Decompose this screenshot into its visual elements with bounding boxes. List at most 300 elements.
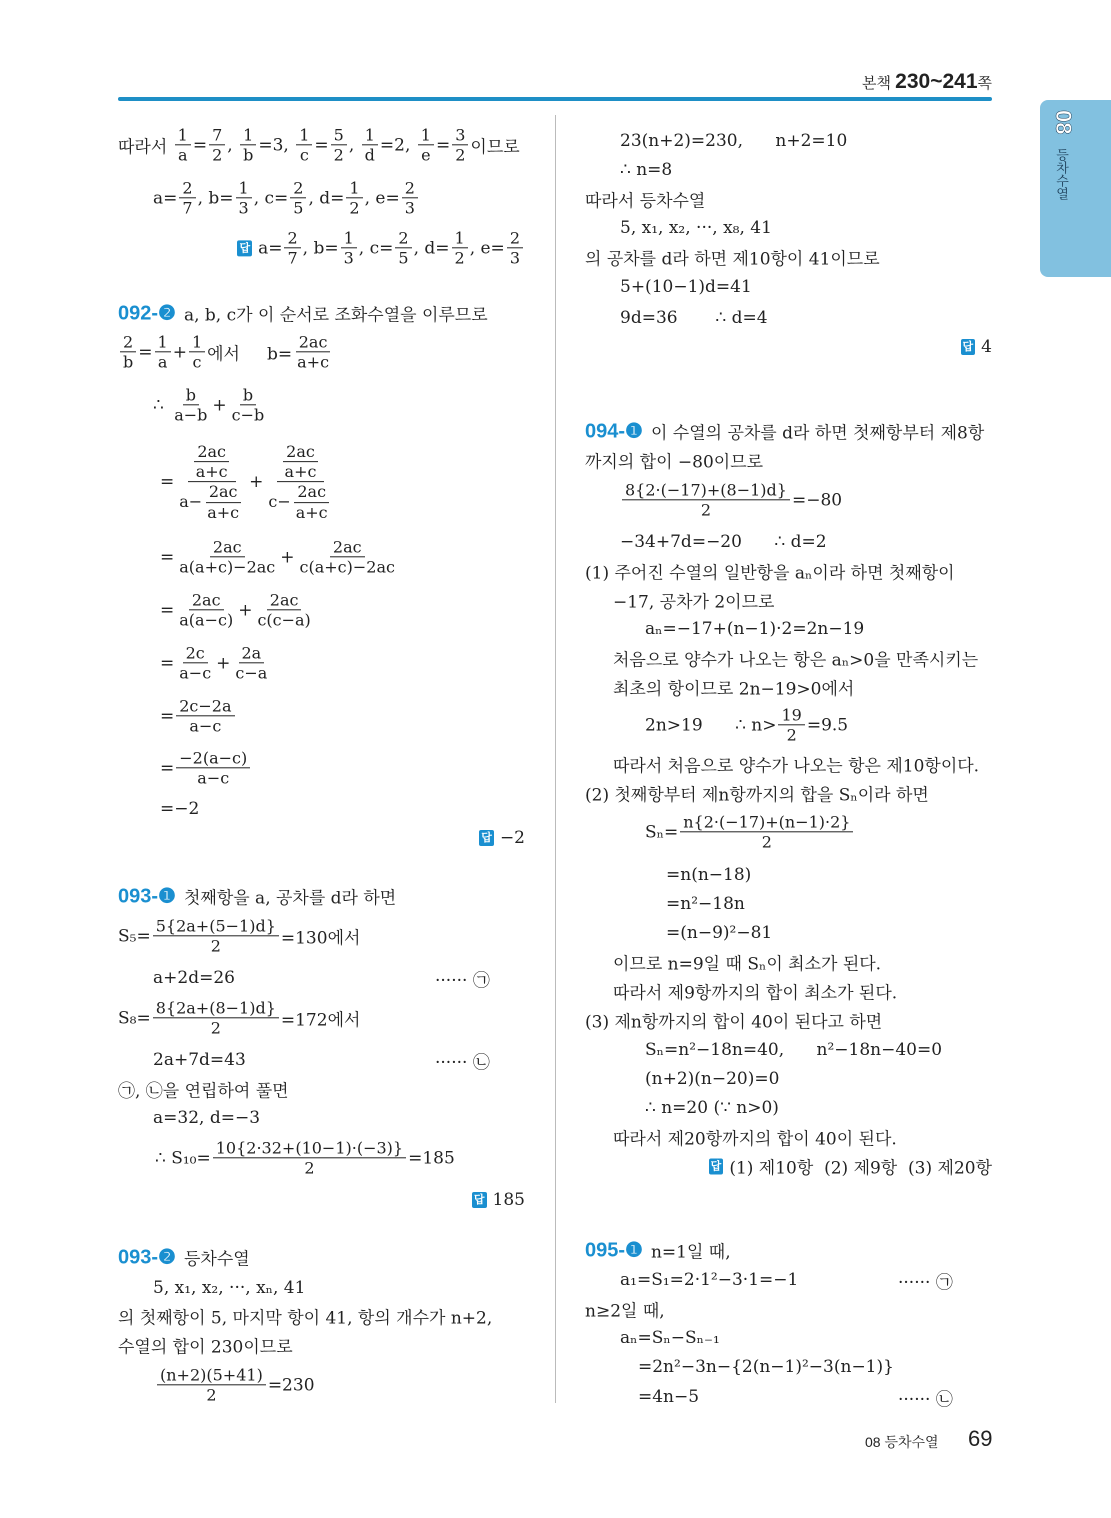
numerator	[179, 178, 195, 198]
math-text: 2	[404, 178, 415, 198]
fraction	[680, 812, 853, 851]
math-text: 7	[212, 125, 223, 145]
math-text: =130에서	[280, 928, 361, 949]
math-text: 2ac	[332, 537, 362, 557]
math-text: −34+7d=−20 ∴ d=2	[620, 532, 827, 552]
text-line	[160, 590, 316, 629]
denominator	[346, 199, 362, 218]
math-text: 3	[343, 248, 354, 268]
text-line	[118, 884, 396, 909]
math-text: 2	[454, 248, 465, 268]
numerator	[341, 228, 357, 248]
denominator	[290, 199, 306, 218]
math-text: a+2d=26	[153, 968, 235, 988]
chapter-title: 등차수열	[1054, 148, 1069, 200]
numerator	[622, 480, 790, 500]
text-line	[666, 865, 751, 885]
math-text: a−c	[189, 716, 222, 736]
math-text: a(a+c)−2ac	[179, 557, 276, 577]
text-line	[645, 619, 864, 639]
text-line	[160, 537, 400, 576]
denominator	[208, 1019, 224, 1038]
denominator	[193, 462, 231, 481]
denominator	[208, 937, 224, 956]
numerator	[418, 125, 434, 145]
text-line	[153, 1050, 490, 1073]
math-text: (n+2)(5+41)	[160, 1365, 263, 1385]
fraction	[362, 125, 378, 164]
math-text: aₙ=−17+(n−1)·2=2n−19	[645, 619, 865, 639]
text-line	[118, 125, 520, 164]
math-text: a−c	[179, 663, 212, 683]
math-text: 1	[349, 178, 360, 198]
math-text: =	[435, 135, 451, 155]
math-text: c−a	[235, 663, 268, 683]
math-text: 5	[333, 125, 344, 145]
math-text: (n+2)(n−20)=0	[645, 1069, 780, 1089]
math-text: 에서 b=	[207, 344, 293, 365]
math-text: 2ac	[286, 442, 315, 462]
math-text: , d=	[308, 188, 345, 208]
numerator	[346, 178, 362, 198]
math-text: n{2·(−17)+(n−1)·2}	[683, 812, 851, 832]
math-text: =−2	[160, 799, 200, 819]
fraction	[153, 916, 279, 955]
math-text: 1	[454, 228, 465, 248]
math-text: a₁=S₁=2·1²−3·1=−1	[620, 1270, 799, 1290]
text-line	[613, 646, 978, 671]
fraction	[507, 228, 523, 267]
fraction	[179, 178, 195, 217]
text-line	[645, 812, 855, 851]
math-text: S₅=	[118, 926, 151, 946]
math-text: a=	[153, 188, 178, 208]
numerator	[296, 332, 331, 352]
math-text: =(n−9)²−81	[666, 923, 773, 943]
math-text: =	[160, 758, 175, 778]
text-line	[153, 178, 420, 217]
denominator	[175, 146, 191, 165]
text-line	[620, 480, 842, 519]
math-text: 19	[781, 705, 802, 725]
text-line	[620, 308, 768, 328]
math-text: =n(n−18)	[666, 865, 752, 885]
math-text: n=1일 때,	[650, 1242, 731, 1263]
math-text: −2	[499, 828, 525, 848]
math-text: 1	[157, 332, 168, 352]
math-text: 2	[333, 145, 344, 165]
math-text: 첫째항을 a, 공차를 d라 하면	[183, 888, 397, 909]
math-text: 2	[349, 198, 360, 218]
math-text: 2	[206, 1385, 217, 1405]
fraction	[293, 483, 331, 522]
text-line	[620, 160, 672, 180]
math-text: a=	[258, 238, 283, 258]
math-text: a	[177, 145, 188, 165]
fraction	[265, 442, 335, 522]
math-text: 2	[455, 145, 466, 165]
fraction	[297, 537, 398, 576]
math-text: =4n−5	[638, 1387, 700, 1407]
math-text: 의 공차를 d라 하면 제10항이 41이므로	[585, 249, 880, 270]
math-text: =185	[408, 1148, 455, 1168]
denominator	[698, 501, 714, 520]
numerator	[239, 643, 265, 663]
numerator	[183, 643, 208, 663]
math-text: , d=	[413, 238, 450, 258]
numerator	[206, 483, 241, 503]
math-text: 2	[398, 228, 409, 248]
math-text: 2ac	[212, 537, 242, 557]
math-text: +	[216, 653, 231, 673]
math-text: 1	[299, 125, 310, 145]
denominator	[176, 611, 236, 630]
math-text: =	[160, 547, 175, 567]
denominator	[331, 146, 347, 165]
math-text: d	[364, 145, 375, 165]
math-text: (3) 제n항까지의 합이 40이 된다고 하면	[585, 1012, 883, 1033]
math-text: 1	[243, 125, 254, 145]
text-line	[153, 385, 269, 424]
math-text: S₈=	[118, 1008, 151, 1028]
math-text: +	[172, 342, 187, 362]
math-text: aₙ=Sₙ−Sₙ₋₁	[620, 1328, 720, 1348]
fraction	[395, 228, 411, 267]
denominator	[265, 483, 335, 522]
text-line	[118, 1333, 293, 1358]
math-text: a(a−c)	[179, 610, 234, 630]
numerator	[183, 385, 199, 405]
math-text: n≥2일 때,	[585, 1301, 665, 1322]
math-text: =	[160, 472, 175, 492]
math-text: 따라서	[118, 137, 173, 158]
math-text: 4	[981, 337, 992, 357]
footer-chapter: 08 등차수열	[865, 1434, 939, 1450]
column-divider	[555, 115, 556, 1403]
math-text: 2	[786, 725, 797, 745]
numerator	[331, 125, 347, 145]
text-line	[645, 705, 848, 744]
denominator	[284, 249, 300, 268]
numerator	[330, 537, 365, 557]
math-text: 10{2·32+(10−1)·(−3)}	[215, 1138, 404, 1158]
text-line	[118, 1077, 289, 1102]
problem-number: 095-❶	[585, 1239, 643, 1262]
denominator	[240, 146, 256, 165]
math-text: 2	[210, 936, 221, 956]
numerator	[452, 125, 468, 145]
text-line	[160, 643, 272, 682]
problem-number: 093-❷	[118, 1246, 176, 1269]
numerator	[176, 696, 234, 716]
text-line	[585, 1297, 665, 1322]
numerator	[395, 228, 411, 248]
math-text: (1) 제10항 (2) 제9항 (3) 제20항	[729, 1158, 992, 1179]
text-line	[153, 968, 490, 991]
denominator	[402, 199, 418, 218]
fraction	[171, 385, 210, 424]
math-text: 3	[238, 198, 249, 218]
text-line	[666, 894, 745, 914]
fraction	[232, 643, 270, 682]
math-text: 2	[182, 178, 193, 198]
fraction	[402, 178, 418, 217]
text-line	[153, 1108, 260, 1128]
equation-tag: ······ ㉡	[435, 1052, 490, 1073]
math-text: 따라서 처음으로 양수가 나오는 항은 제10항이다.	[613, 756, 980, 777]
text-line	[585, 187, 705, 212]
fraction	[296, 125, 312, 164]
text-line	[160, 696, 237, 735]
numerator	[120, 332, 136, 352]
math-text: a=32, d=−3	[153, 1108, 261, 1128]
denominator	[452, 249, 468, 268]
text-line	[160, 748, 252, 787]
math-text: (1) 주어진 수열의 일반항을 aₙ이라 하면 첫째항이	[585, 563, 955, 584]
text-line	[585, 419, 984, 444]
fraction	[418, 125, 434, 164]
math-text: =	[160, 706, 175, 726]
text-line	[118, 332, 334, 371]
math-text: 2ac	[191, 590, 221, 610]
problem-number: 092-❷	[118, 302, 176, 325]
denominator	[297, 146, 312, 165]
math-text: 1	[364, 125, 375, 145]
fraction	[452, 125, 468, 164]
math-text: a−b	[174, 405, 208, 425]
math-text: =	[314, 135, 329, 155]
math-text: 1	[420, 125, 431, 145]
math-text: 185	[492, 1190, 525, 1210]
math-text: ∴ n=8	[620, 160, 673, 180]
numerator	[176, 748, 250, 768]
math-text: c	[299, 145, 309, 165]
math-text: =	[160, 653, 175, 673]
denominator	[186, 717, 224, 736]
text-line	[645, 1069, 779, 1089]
fraction	[331, 125, 347, 164]
text-line	[620, 131, 847, 151]
math-text: 2	[509, 228, 520, 248]
denominator	[507, 249, 523, 268]
fraction	[209, 125, 225, 164]
math-text: 2	[210, 1018, 221, 1038]
text-line	[118, 301, 488, 326]
numerator	[402, 178, 418, 198]
math-text: 23(n+2)=230, n+2=10	[620, 131, 848, 151]
math-text: =230	[267, 1375, 315, 1395]
fraction	[176, 696, 234, 735]
math-text: ,	[348, 135, 360, 155]
denominator	[395, 249, 411, 268]
text-line	[620, 1328, 720, 1348]
fraction	[236, 178, 252, 217]
denominator	[341, 249, 357, 268]
math-text: 3	[404, 198, 415, 218]
text-line	[613, 675, 854, 700]
denominator	[784, 726, 800, 745]
numerator	[296, 125, 312, 145]
math-text: −2(a−c)	[179, 748, 248, 768]
text-line	[585, 448, 763, 473]
numerator	[210, 537, 245, 557]
text-line	[155, 1365, 315, 1404]
book-label: 본책	[862, 75, 891, 92]
math-text: +	[280, 547, 295, 567]
math-text: −17, 공차가 2이므로	[613, 592, 775, 613]
fraction	[284, 228, 300, 267]
denominator	[171, 406, 210, 425]
math-text: Sₙ=n²−18n=40, n²−18n−40=0	[645, 1040, 943, 1060]
math-text: 이므로	[470, 137, 520, 158]
math-text: =2,	[379, 135, 416, 155]
math-text: 2ac	[297, 482, 327, 502]
fraction	[290, 178, 306, 217]
answer-line	[472, 1190, 525, 1210]
math-text: 2	[287, 228, 298, 248]
numerator	[236, 178, 252, 198]
numerator	[240, 125, 256, 145]
fraction	[153, 998, 279, 1037]
text-line	[613, 588, 774, 613]
math-text: 2n>19 ∴ n>	[645, 715, 777, 735]
text-line	[160, 799, 199, 819]
math-text: c(a+c)−2ac	[299, 557, 395, 577]
answer-badge: 답	[481, 832, 492, 844]
math-text: , e=	[364, 188, 400, 208]
problem-number: 094-❶	[585, 420, 643, 443]
text-line	[585, 781, 929, 806]
fraction	[176, 748, 250, 787]
math-text: a, b, c가 이 순서로 조화수열을 이루므로	[183, 305, 488, 326]
math-text: 1	[191, 332, 203, 352]
math-text: 2	[761, 832, 772, 852]
math-text: , b=	[197, 188, 234, 208]
math-text: 2a+7d=43	[153, 1050, 246, 1070]
text-line	[585, 559, 955, 584]
math-text: 7	[287, 248, 298, 268]
math-text: a+c	[297, 352, 330, 372]
math-text: =3,	[258, 135, 295, 155]
math-text: c−b	[231, 405, 265, 425]
numerator	[452, 228, 468, 248]
fraction	[176, 643, 214, 682]
numerator	[188, 442, 236, 482]
text-line	[620, 1270, 953, 1293]
numerator	[189, 332, 205, 352]
math-text: 1	[343, 228, 354, 248]
page-number: 69	[968, 1426, 993, 1451]
denominator	[204, 503, 242, 522]
math-text: b	[123, 352, 134, 372]
fraction	[213, 1138, 406, 1177]
denominator	[418, 146, 433, 165]
math-text: 2ac	[269, 590, 299, 610]
denominator	[190, 353, 205, 372]
numerator	[155, 332, 171, 352]
math-text: 처음으로 양수가 나오는 항은 aₙ>0을 만족시키는	[613, 650, 979, 671]
denominator	[759, 833, 775, 852]
math-text: =172에서	[280, 1010, 361, 1031]
denominator	[120, 353, 136, 372]
text-line	[620, 532, 827, 552]
numerator	[267, 590, 302, 610]
text-line	[118, 1245, 250, 1270]
text-line	[613, 979, 897, 1004]
answer-line	[479, 828, 525, 848]
math-text: 수열의 합이 230이므로	[118, 1337, 293, 1358]
math-text: a+c	[284, 462, 317, 482]
text-line	[155, 1138, 455, 1177]
math-text: 이므로 n=9일 때 Sₙ이 최소가 된다.	[613, 954, 882, 975]
math-text: b	[185, 385, 196, 405]
math-text: 따라서 제9항까지의 합이 최소가 된다.	[613, 983, 898, 1004]
math-text: a	[157, 352, 168, 372]
math-text: Sₙ=	[645, 822, 679, 842]
denominator	[297, 558, 398, 577]
math-text: =	[160, 600, 175, 620]
math-text: a−	[179, 492, 203, 512]
math-text: a−c	[197, 768, 230, 788]
math-text: 5	[293, 198, 304, 218]
numerator	[213, 1138, 406, 1158]
denominator	[282, 462, 320, 481]
fraction	[155, 332, 171, 371]
fraction	[204, 483, 242, 522]
math-text: 2	[304, 1158, 315, 1178]
numerator	[209, 125, 225, 145]
fraction	[193, 442, 231, 481]
numerator	[153, 916, 279, 936]
fraction	[452, 228, 468, 267]
math-text: , b=	[302, 238, 339, 258]
math-text: 9d=36 ∴ d=4	[620, 308, 768, 328]
fraction	[176, 590, 236, 629]
math-text: c	[192, 352, 202, 372]
denominator	[229, 406, 268, 425]
numerator	[294, 483, 329, 503]
math-text: a+c	[295, 502, 328, 522]
math-text: ,	[227, 135, 239, 155]
denominator	[176, 558, 278, 577]
math-text: ∴ S₁₀=	[155, 1148, 211, 1168]
math-text: 2ac	[197, 442, 227, 462]
fraction	[176, 442, 247, 522]
text-line	[613, 950, 881, 975]
denominator	[254, 611, 313, 630]
math-text: 7	[182, 198, 193, 218]
denominator	[236, 199, 252, 218]
math-text: =9.5	[806, 715, 849, 735]
text-line	[585, 1238, 731, 1263]
math-text: 2	[700, 500, 712, 520]
math-text: 2a	[241, 643, 262, 663]
math-text: 따라서 제20항까지의 합이 40이 된다.	[613, 1129, 897, 1150]
text-line	[118, 916, 360, 955]
text-line	[118, 1304, 492, 1329]
math-text: e	[421, 145, 431, 165]
math-text: =	[138, 342, 153, 362]
math-text: 최초의 항이므로 2n−19>0에서	[613, 679, 855, 700]
math-text: 2c	[185, 643, 205, 663]
math-text: 2	[212, 145, 223, 165]
math-text: , c=	[358, 238, 394, 258]
math-text: b	[242, 385, 254, 405]
text-line	[638, 1357, 894, 1377]
equation-tag: ······ ㉡	[898, 1389, 953, 1410]
denominator	[176, 483, 247, 522]
equation-tag: ······ ㉠	[898, 1272, 953, 1293]
